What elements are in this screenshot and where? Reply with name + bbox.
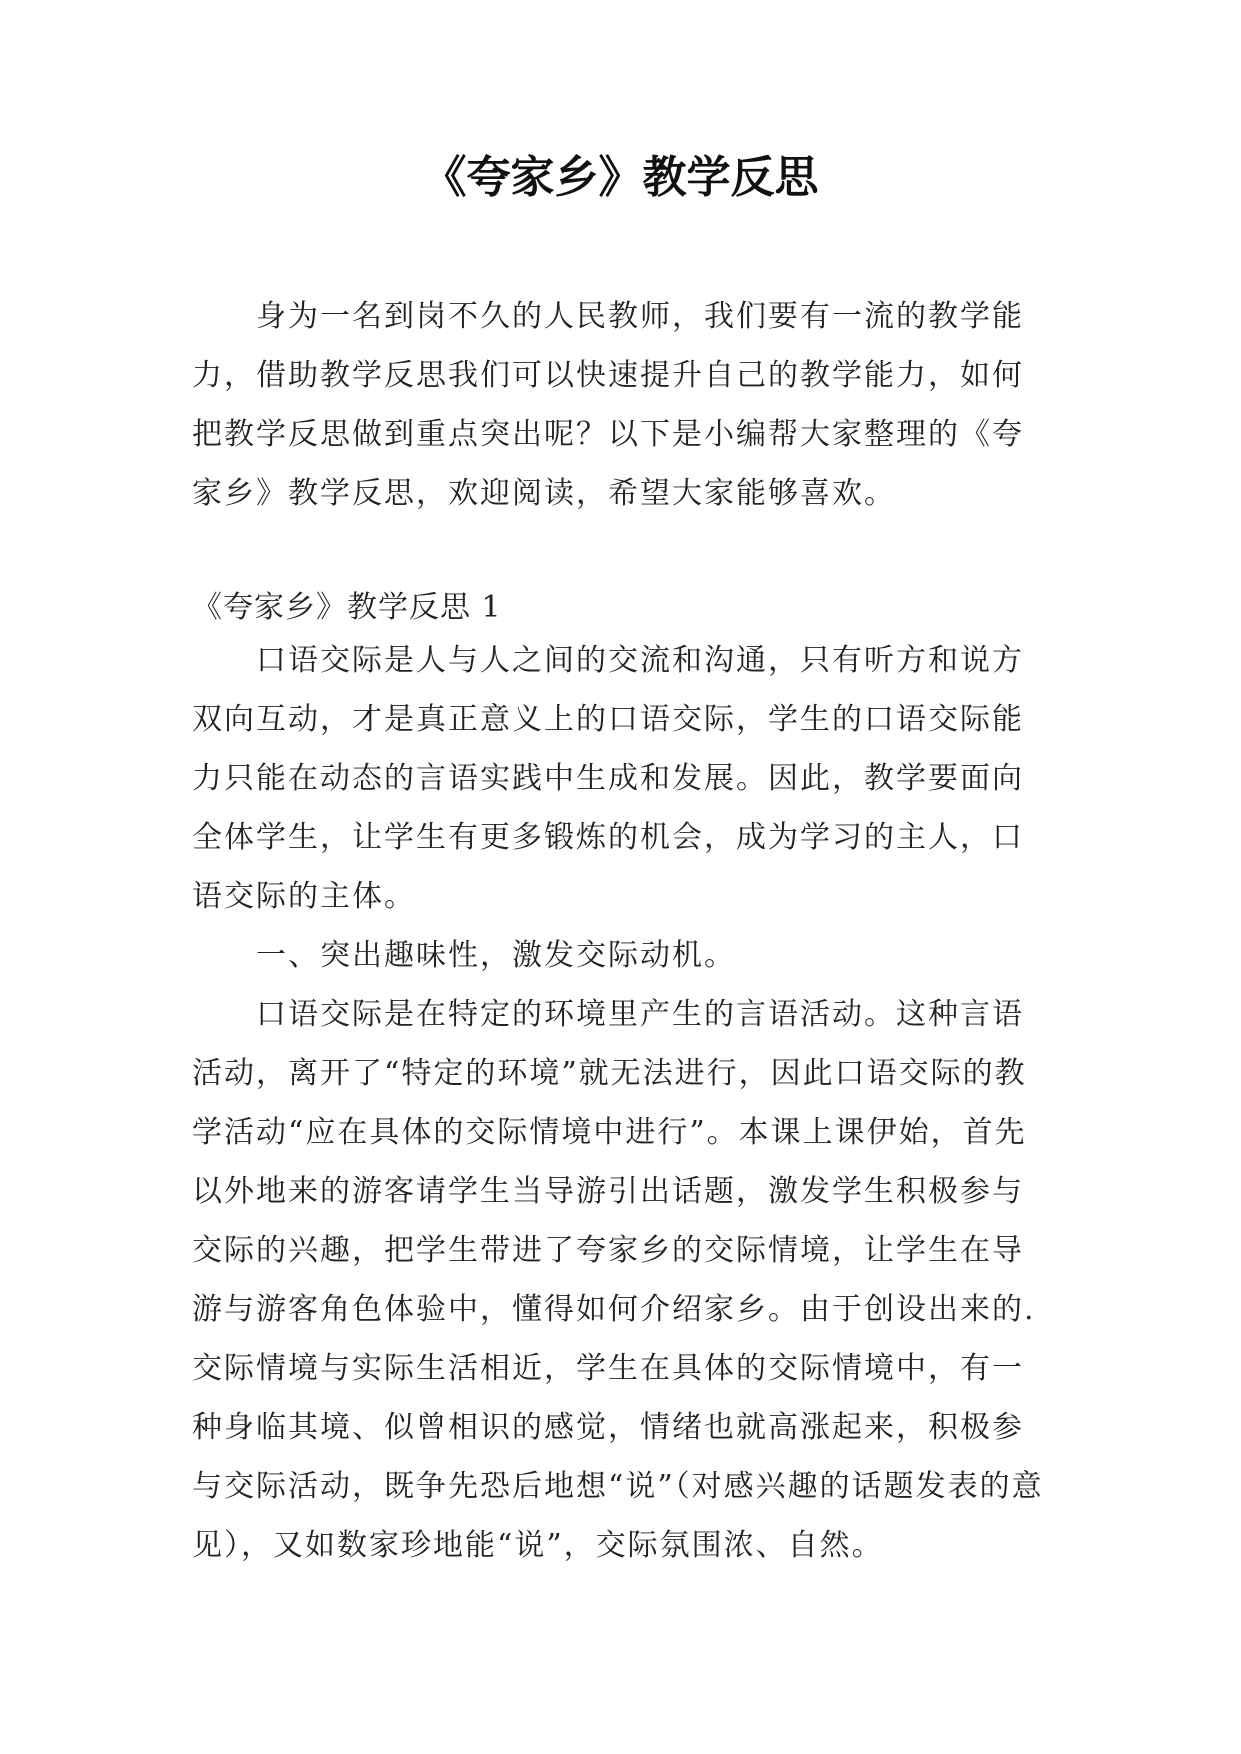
body-paragraph-2: 一、突出趣味性，激发交际动机。 — [256, 938, 736, 973]
body-paragraph-1: 口语交际是人与人之间的交流和沟通，只有听方和说方双向互动，才是真正意义上的口语交际，学生的口语交际能力只能在动态的言语实践中生成和发展。因此，教学要面向全体学生，让学生有更多锻炼的机会，成为学习的主人，口语交际的主体。 — [192, 643, 1024, 914]
document-title: 《夸家乡》教学反思 — [422, 152, 819, 203]
intro-paragraph: 身为一名到岗不久的人民教师，我们要有一流的教学能力，借助教学反思我们可以快速提升自己的教学能力，如何把教学反思做到重点突出呢？以下是小编帮大家整理的《夸家乡》教学反思，欢迎阅读，希望大家能够喜欢。 — [192, 299, 1024, 511]
section-heading: 《夸家乡》教学反思 1 — [192, 590, 502, 625]
body-paragraph-3: 口语交际是在特定的环境里产生的言语活动。这种言语活动，离开了“特定的环境”就无法进行，因此口语交际的教学活动“应在具体的交际情境中进行”。本课上课伊始，首先以外地来的游客请学生当导游引出话题，激发学生积极参与交际的兴趣，把学生带进了夸家乡的交际情境，让学生在导游与游客角色体验中，懂得如何介绍家乡。由于创设出来的.交际情境与实际生活相近，学生在具体的交际情境中，有一种身临其境、似曾相识的感觉，情绪也就高涨起来，积极参与交际活动，既争先恐后地想“说”（对感兴趣的话题发表的意见），又如数家珍地能“说”，交际氛围浓、自然。 — [192, 997, 1044, 1563]
